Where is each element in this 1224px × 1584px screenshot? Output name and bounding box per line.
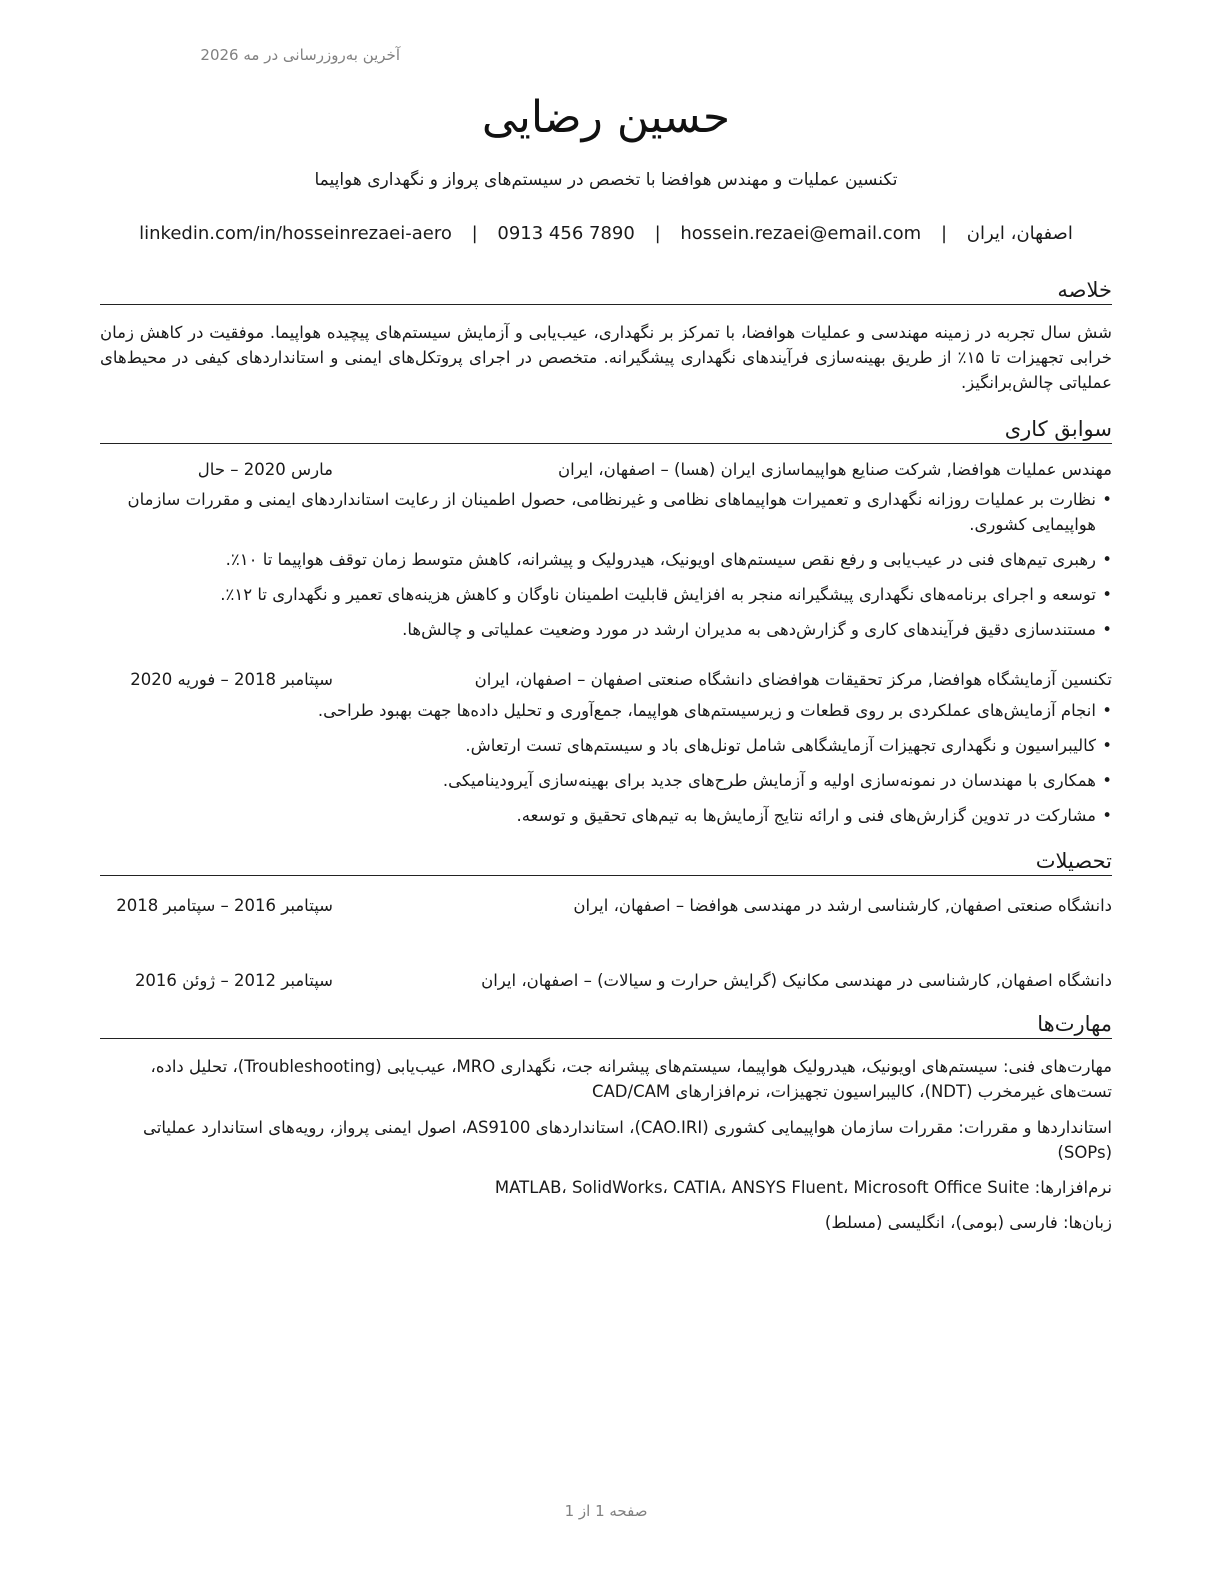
email-link[interactable]: hossein.rezaei@email.com (680, 223, 922, 244)
job-bullet: • مستندسازی دقیق فرآیندهای کاری و گزارش‌دهی به مدیران ارشد در مورد وضعیت عملیاتی و چالش‌ها. (100, 617, 1112, 642)
job-bullet: • انجام آزمایش‌های عملکردی بر روی قطعات و زیرسیستم‌های هواپیما، جمع‌آوری و تحلیل داده‌ها جهت بهبود طراحی. (100, 698, 1112, 723)
job-dates: سپتامبر 2018 – فوریه 2020 (130, 670, 333, 689)
education-degree: دانشگاه صنعتی اصفهان, کارشناسی ارشد در مهندسی هوافضا – اصفهان، ایران (573, 896, 1112, 915)
summary-text: شش سال تجربه در زمینه مهندسی و عملیات هوافضا، با تمرکز بر نگهداری، عیب‌یابی و آزمایش سیستم‌های پیچیده هواپیما. موفقیت در کاهش زمان خرابی تجهیزات تا ۱۵٪ از طریق بهینه‌سازی فرآیندهای نگهداری پیشگیرانه. متخصص در اجرای پروتکل‌های ایمنی و استانداردهای کیفی در محیط‌های عملیاتی چالش‌برانگیز. (100, 323, 1113, 392)
job-bullet: • توسعه و اجرای برنامه‌های نگهداری پیشگیرانه منجر به افزایش قابلیت اطمینان ناوگان و کاهش هزینه‌های تعمیر و نگهداری تا ۱۲٪. (100, 582, 1112, 607)
separator: | (940, 223, 948, 244)
contact-line (100, 223, 1112, 244)
section-title-skills: مهارت‌ها (100, 1011, 1112, 1039)
job-bullet: • کالیبراسیون و نگهداری تجهیزات آزمایشگاهی شامل تونل‌های باد و سیستم‌های تست ارتعاش. (100, 733, 1112, 758)
job-title: تکنسین آزمایشگاه هوافضا, مرکز تحقیقات هوافضای دانشگاه صنعتی اصفهان – اصفهان، ایران (474, 670, 1112, 689)
candidate-tagline: تکنسین عملیات و مهندس هوافضا با تخصص در سیستم‌های پرواز و نگهداری هواپیما (314, 170, 898, 190)
section-title-summary: خلاصه (100, 277, 1112, 305)
education-row (100, 968, 1112, 994)
phone-number: 0913 456 7890 (497, 223, 635, 244)
section-title-experience: سوابق کاری (100, 416, 1112, 444)
skills-technical: مهارت‌های فنی: سیستم‌های اویونیک، هیدرولیک هواپیما، سیستم‌های پیشرانه جت، نگهداری MRO، عیب‌یابی (Troubleshooting)، تحلیل داده، تست‌های غیرمخرب (NDT)، کالیبراسیون تجهیزات، نرم‌افزارهای CAD/CAM (150, 1057, 1112, 1101)
last-updated-note: آخرین به‌روزرسانی در مه 2026 (200, 46, 400, 64)
job-heading-row (100, 667, 1112, 693)
separator: | (654, 223, 661, 244)
skills-software: نرم‌افزارها: MATLAB، SolidWorks، CATIA، ANSYS Fluent، Microsoft Office Suite (494, 1178, 1112, 1197)
skills-standards: استانداردها و مقررات: مقررات سازمان هواپیمایی کشوری (CAO.IRI)، استانداردهای AS9100، اصول ایمنی پرواز، رویه‌های استاندارد عملیاتی (SOPs) (142, 1118, 1112, 1162)
job-heading-row (100, 457, 1112, 483)
job-dates: مارس 2020 – حال (197, 460, 333, 479)
location: اصفهان، ایران (966, 223, 1073, 244)
job-bullet: • مشارکت در تدوین گزارش‌های فنی و ارائه نتایج آزمایش‌ها به تیم‌های تحقیق و توسعه. (100, 803, 1112, 828)
job-title: مهندس عملیات هوافضا, شرکت صنایع هواپیماسازی ایران (هسا) – اصفهان، ایران (558, 460, 1112, 479)
section-title-education: تحصیلات (100, 848, 1112, 876)
separator: | (471, 223, 478, 244)
education-row (100, 893, 1112, 919)
page-number: صفحه 1 از 1 (564, 1502, 648, 1520)
education-degree: دانشگاه اصفهان, کارشناسی در مهندسی مکانیک (گرایش حرارت و سیالات) – اصفهان، ایران (481, 971, 1112, 990)
job-bullet: • همکاری با مهندسان در نمونه‌سازی اولیه و آزمایش طرح‌های جدید برای بهینه‌سازی آیرودینامیکی. (100, 768, 1112, 793)
job-bullet: • نظارت بر عملیات روزانه نگهداری و تعمیرات هواپیماهای نظامی و غیرنظامی، حصول اطمینان از رعایت استانداردهای ایمنی و مقررات سازمان هواپیمایی کشوری. (100, 487, 1112, 537)
education-dates: سپتامبر 2012 – ژوئن 2016 (134, 971, 333, 990)
skills-languages: زبان‌ها: فارسی (بومی)، انگلیسی (مسلط) (824, 1213, 1112, 1232)
resume-page (100, 0, 1112, 1584)
education-dates: سپتامبر 2016 – سپتامبر 2018 (116, 896, 333, 915)
job-bullets (100, 487, 1112, 652)
candidate-name: حسین رضایی (481, 92, 731, 143)
job-bullet: • رهبری تیم‌های فنی در عیب‌یابی و رفع نقص سیستم‌های اویونیک، هیدرولیک و پیشرانه، کاهش متوسط زمان توقف هواپیما تا ۱۰٪. (100, 547, 1112, 572)
job-bullets (100, 698, 1112, 838)
linkedin-link[interactable]: linkedin.com/in/hosseinrezaei-aero (139, 223, 452, 244)
